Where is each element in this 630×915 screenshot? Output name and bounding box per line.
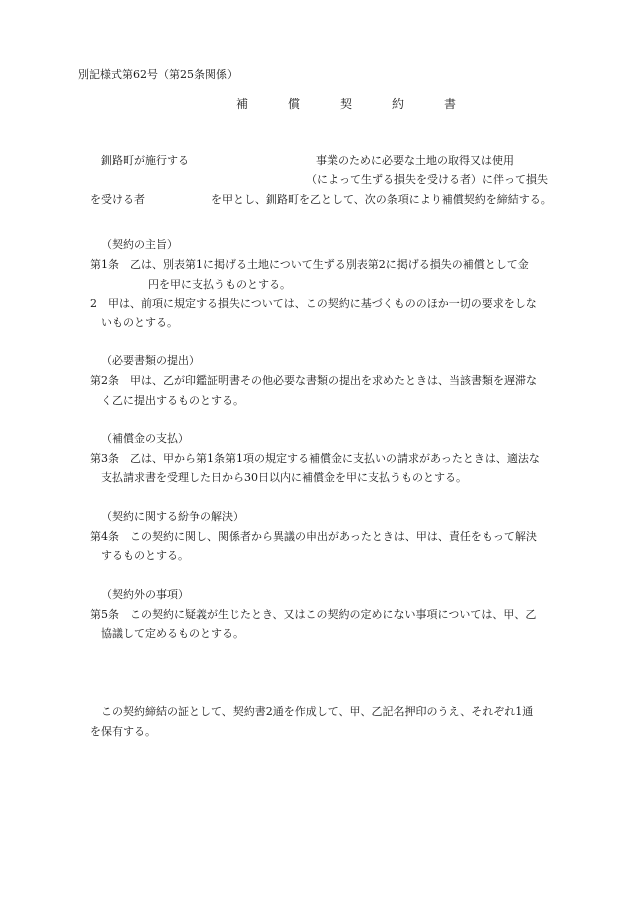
title-char: 償: [288, 97, 301, 111]
article-line: 第5条 この契約に疑義が生じたとき、又はこの契約の定めにない事項については、甲、乙: [90, 608, 537, 621]
article-line: 円を甲に支払うものとする。: [148, 278, 291, 291]
article-line: 第1条 乙は、別表第1に掲げる土地について生ずる別表第2に掲げる損失の補償として金: [90, 258, 529, 271]
article-heading: （契約の主旨）: [101, 238, 178, 251]
preamble-text: 釧路町が施行する: [101, 154, 189, 167]
closing-text: この契約締結の証として、契約書2通を作成して、甲、乙記名押印のうえ、それぞれ1通: [101, 705, 534, 718]
preamble-text: を甲とし、釧路町を乙として、次の条項により補償契約を締結する。: [211, 193, 552, 206]
preamble-text: 事業のために必要な土地の取得又は使用: [316, 154, 514, 167]
article-line: 第3条 乙は、甲から第1条第1項の規定する補償金に支払いの請求があったときは、適法な: [90, 452, 540, 465]
article-heading: （契約外の事項）: [101, 588, 189, 601]
preamble-text: を受ける者: [90, 193, 145, 206]
closing-text: を保有する。: [90, 725, 156, 738]
article-line: 第2条 甲は、乙が印鑑証明書その他必要な書類の提出を求めたときは、当該書類を遅滞な: [90, 374, 537, 387]
title-char: 約: [392, 97, 405, 111]
article-heading: （必要書類の提出）: [101, 354, 200, 367]
article-line: 第4条 この契約に関し、関係者から異議の申出があったときは、甲は、責任をもって解決: [90, 530, 537, 543]
article-line: 協議して定めるものとする。: [101, 627, 244, 640]
article-heading: （契約に関する紛争の解決）: [101, 510, 244, 523]
article-heading: （補償金の支払）: [101, 432, 189, 445]
document-title: [236, 97, 496, 112]
article-line: するものとする。: [101, 549, 189, 562]
title-char: 契: [340, 97, 353, 111]
article-line: 支払請求書を受理した日から30日以内に補償金を甲に支払うものとする。: [101, 471, 467, 484]
article-line: 2 甲は、前項に規定する損失については、この契約に基づくもののほか一切の要求をしな: [90, 297, 537, 310]
form-label: 別記様式第62号（第25条関係）: [78, 68, 238, 81]
article-line: いものとする。: [101, 316, 178, 329]
preamble-text: （によって生ずる損失を受ける者）に伴って損失: [306, 173, 548, 186]
title-char: 書: [444, 97, 457, 111]
title-char: 補: [236, 97, 249, 111]
article-line: く乙に提出するものとする。: [101, 394, 244, 407]
